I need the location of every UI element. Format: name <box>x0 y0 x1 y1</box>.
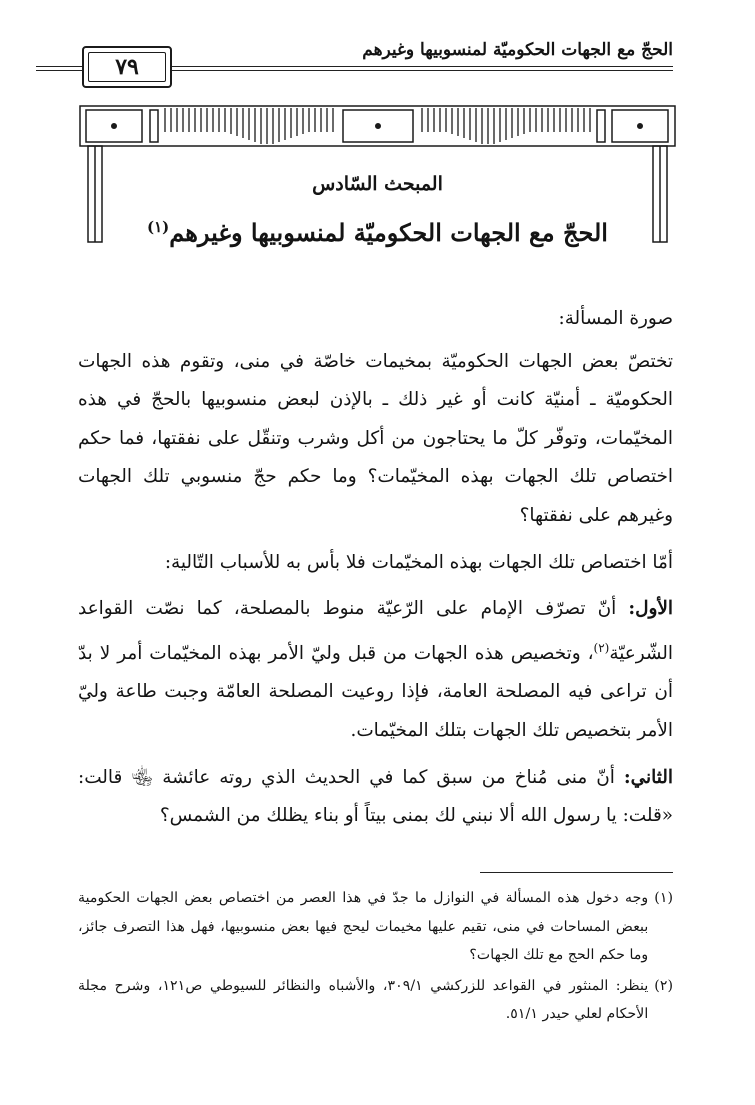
page-number: ٧٩ <box>115 54 139 80</box>
footnote-separator <box>480 872 673 873</box>
footnote-number: (٢) <box>654 977 673 994</box>
first-reason-paragraph <box>78 590 673 751</box>
title-footnote-ref: (١) <box>147 218 170 236</box>
first-reason-footnote-ref: (٢) <box>593 640 610 655</box>
footnote-text: ينظر: المنثور في القواعد للزركشي ٣٠٩/١، والأشباه والنظائر للسيوطي ص١٢١، وشرح مجلة الأحكام لعلي حيدر ٥١/١. <box>78 977 649 1022</box>
section-title-text: الحجّ مع الجهات الحكوميّة لمنسوبيها وغيرهم <box>169 218 608 247</box>
footnote-item <box>78 972 673 1029</box>
question-heading: صورة المسألة: <box>558 308 673 329</box>
body-text <box>78 300 673 836</box>
second-reason-paragraph <box>78 759 673 836</box>
footnote-item <box>78 884 673 970</box>
second-reason-text: أنّ منى مُناخ من سبق كما في الحديث الذي روته عائشة ﵄ قالت: «قلت: يا رسول الله ألا نبني لك بمنى بيتاً أو بناء يظلك من الشمس؟ <box>78 766 673 827</box>
section-subtitle: المبحث السّادس <box>312 173 443 195</box>
first-reason-text-b: ، وتخصيص هذه الجهات من قبل وليّ الأمر بهذه المخيّمات أمر لا بدّ أن تراعى فيه المصلحة العامة، فإذا روعيت المصلحة العامّة وجبت طاعة وليّ الأمر بتخصيص تلك الجهات بتلك المخيّمات. <box>78 642 673 742</box>
answer-intro-paragraph: أمّا اختصاص تلك الجهات بهذه المخيّمات فلا بأس به للأسباب التّالية: <box>164 551 673 573</box>
question-paragraph: تختصّ بعض الجهات الحكوميّة بمخيمات خاصّة في منى، وتقوم هذه الجهات الحكوميّة ـ أمنيّة كانت أو غير ذلك ـ بالإذن لبعض منسوبيها بالحجّ في هذه المخيّمات، وتوفّر كلّ ما يحتاجون من أكل وشرب وتنقّل على نفقتها، فما حكم اختصاص تلك الجهات بهذه المخيّمات؟ وما حكم حجّ منسوبي تلك الجهات وغيرهم على نفقتها؟ <box>78 350 673 526</box>
footnote-text: وجه دخول هذه المسألة في النوازل ما جدّ في هذا العصر من اختصاص بعض الجهات الحكومية ببعض المساحات في منى، تقيم عليها مخيمات ليحج فيها بعض منسوبيها، فهل هذا التصرف جائز، وما حكم الحج مع تلك الجهات؟ <box>78 890 649 963</box>
second-reason-label: الثاني: <box>623 766 673 788</box>
first-reason-label: الأول: <box>628 598 673 620</box>
footnote-number: (١) <box>654 890 673 906</box>
running-header-title: الحجّ مع الجهات الحكوميّة لمنسوبيها وغيرهم <box>362 40 673 60</box>
footnotes <box>78 884 673 1031</box>
section-title <box>90 218 665 247</box>
first-reason-text-a: أنّ تصرّف الإمام على الرّعيّة منوط بالمصلحة، كما نصّت القواعد الشّرعيّة <box>78 598 673 664</box>
